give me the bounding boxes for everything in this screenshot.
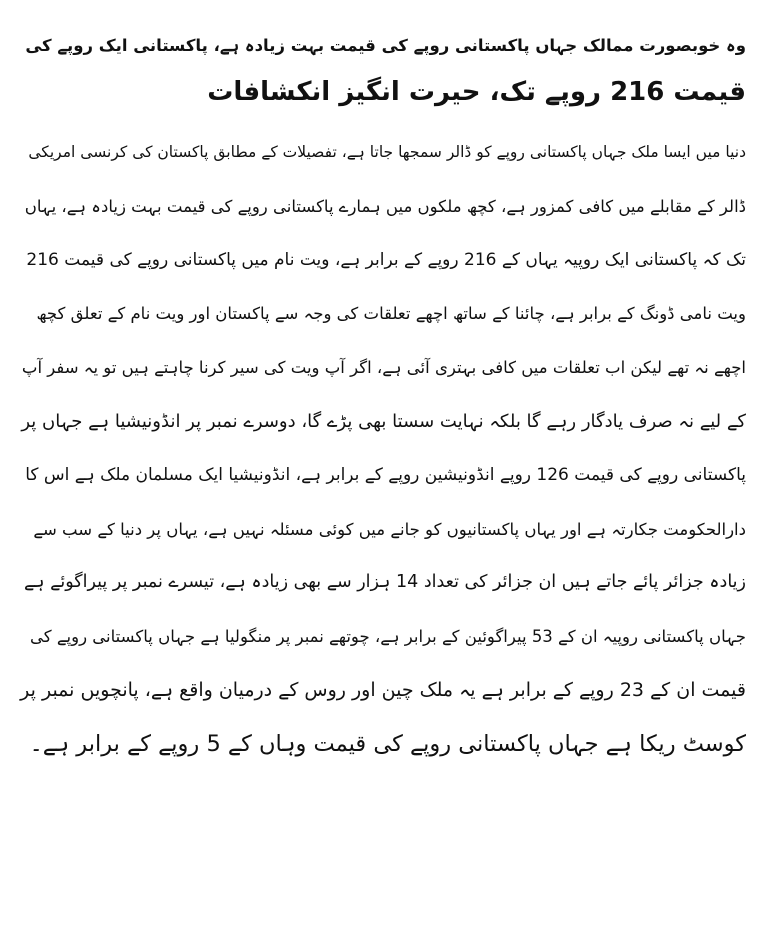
headline-line: قیمت 216 روپے تک، حیرت انگیز انکشافات [207, 77, 746, 107]
body-line: تک کہ پاکستانی ایک روپیہ یہاں کے 216 روپے کے برابر ہے، ویت نام میں پاکستانی روپے کی قیمت 216 [26, 249, 746, 270]
body-line: پاکستانی روپے کی قیمت 126 روپے انڈونیشین روپے کے برابر ہے، انڈونیشیا ایک مسلمان ملک ہے اس کا [25, 464, 746, 485]
body-line: زیادہ جزائر پائے جاتے ہیں ان جزائر کی تعداد 14 ہزار سے بھی زیادہ ہے، تیسرے نمبر پر پیراگوئے ہے [24, 572, 746, 593]
body-line: ویت نامی ڈونگ کے برابر ہے، چائنا کے ساتھ اچھے تعلقات کی وجہ سے پاکستان اور ویت نام کے تعلق کچھ [36, 304, 746, 324]
body-line: کوسٹ ریکا ہے جہاں پاکستانی روپے کی قیمت وہاں کے 5 روپے کے برابر ہے۔ [29, 730, 746, 757]
headline [18, 22, 746, 116]
body-line: کے لیے نہ صرف یادگار رہے گا بلکہ نہایت سستا بھی پڑے گا، دوسرے نمبر پر انڈونیشیا ہے جہاں پر [21, 410, 746, 432]
body-line: اچھے نہ تھے لیکن اب تعلقات میں کافی بہتری آئی ہے، اگر آپ ویت کی سیر کرنا چاہتے ہیں تو یہ سفر آپ [21, 358, 746, 378]
body-line: قیمت ان کے 23 روپے کے برابر ہے یہ ملک چین اور روس کے درمیان واقع ہے، پانچویں نمبر پر [20, 678, 746, 701]
headline-line: وہ خوبصورت ممالک جہاں پاکستانی روپے کی قیمت بہت زیادہ ہے، پاکستانی ایک روپے کی [25, 36, 746, 55]
body-line: جہاں پاکستانی روپیہ ان کے 53 پیراگوئین کے برابر ہے، چوتھے نمبر پر منگولیا ہے جہاں پاکستانی روپے کی [30, 627, 746, 647]
body-line: دنیا میں ایسا ملک جہاں پاکستانی روپے کو ڈالر سمجھا جاتا ہے، تفصیلات کے مطابق پاکستان کی کرنسی امریکی [28, 143, 746, 161]
body-line: ڈالر کے مقابلے میں کافی کمزور ہے، کچھ ملکوں میں ہمارے پاکستانی روپے کی قیمت بہت زیادہ ہے، یہاں [24, 196, 746, 216]
article [18, 22, 746, 772]
article-body [18, 126, 746, 772]
body-line: دارالحکومت جکارتہ ہے اور یہاں پاکستانیوں کو جانے میں کوئی مسئلہ نہیں ہے، یہاں پر دنیا کے سب سے [33, 519, 746, 539]
